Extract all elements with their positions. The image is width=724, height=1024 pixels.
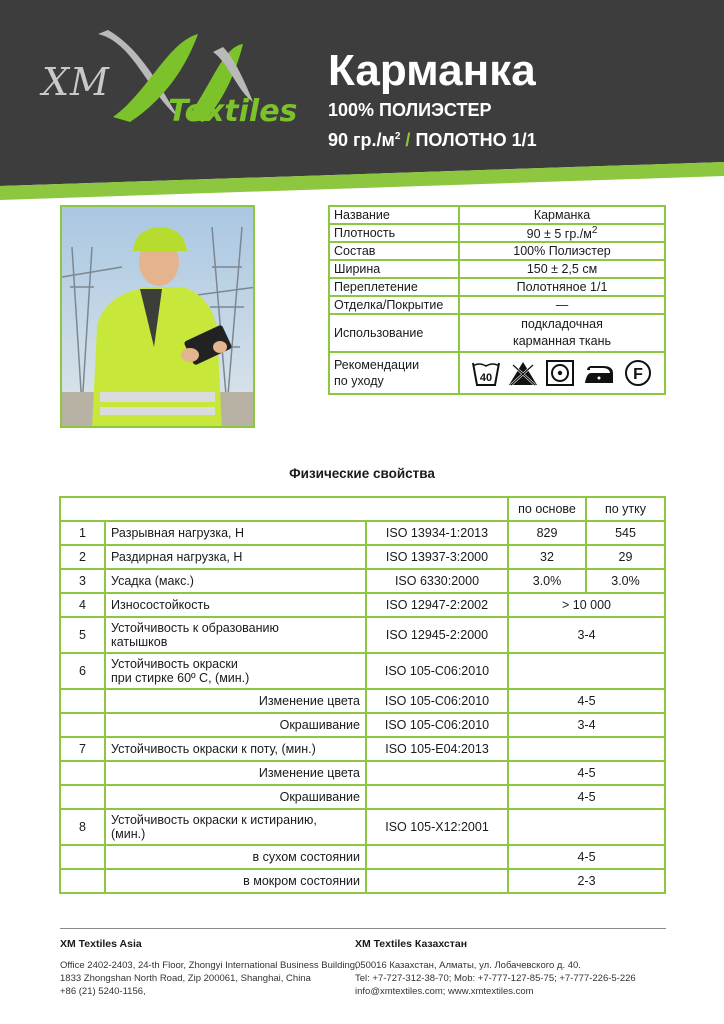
property-name: Раздирная нагрузка, Н bbox=[105, 545, 366, 569]
sub-property-name: Изменение цвета bbox=[105, 761, 366, 785]
dry-clean-f-icon bbox=[623, 359, 653, 387]
spec-table bbox=[328, 205, 666, 395]
value-warp: 829 bbox=[508, 521, 586, 545]
sub-property-name: Окрашивание bbox=[105, 785, 366, 809]
standard: ISO 105-C06:2010 bbox=[366, 653, 508, 689]
value-both: 3-4 bbox=[508, 617, 665, 653]
value-both bbox=[508, 653, 665, 689]
value-warp: 32 bbox=[508, 545, 586, 569]
table-row bbox=[60, 593, 665, 617]
property-name-line: Устойчивость к образованию bbox=[111, 621, 279, 635]
spec-slash: / bbox=[405, 130, 411, 150]
spec-value: 150 ± 2,5 см bbox=[459, 260, 665, 278]
sub-property-name: в сухом состоянии bbox=[105, 845, 366, 869]
iron-low-icon bbox=[581, 359, 617, 387]
dry-clean-letter: F bbox=[633, 366, 643, 384]
row-number: 5 bbox=[60, 617, 105, 653]
table-row bbox=[60, 545, 665, 569]
spec-value bbox=[459, 224, 665, 242]
standard: ISO 13934-1:2013 bbox=[366, 521, 508, 545]
row-number: 3 bbox=[60, 569, 105, 593]
value-both: > 10 000 bbox=[508, 593, 665, 617]
table-header-row bbox=[60, 497, 665, 521]
standard: ISO 105-E04:2013 bbox=[366, 737, 508, 761]
standard: ISO 105-C06:2010 bbox=[366, 713, 508, 737]
value-both: 4-5 bbox=[508, 845, 665, 869]
value-both: 4-5 bbox=[508, 785, 665, 809]
property-name: Разрывная нагрузка, Н bbox=[105, 521, 366, 545]
col-header-weft: по утку bbox=[586, 497, 665, 521]
footer-asia-line: 1833 Zhongshan North Road, Zip 200061, Shanghai, China bbox=[60, 973, 311, 984]
footer-kz-title: XM Textiles Казахстан bbox=[355, 938, 468, 950]
value-both: 2-3 bbox=[508, 869, 665, 893]
table-row bbox=[60, 521, 665, 545]
worker-photo bbox=[60, 205, 255, 428]
standard: ISO 12947-2:2002 bbox=[366, 593, 508, 617]
care-label-line: по уходу bbox=[334, 374, 384, 389]
row-number bbox=[60, 761, 105, 785]
property-name-line: Устойчивость окраски bbox=[111, 657, 238, 671]
table-row bbox=[60, 785, 665, 809]
table-row bbox=[60, 713, 665, 737]
spec-value-line: карманная ткань bbox=[512, 334, 612, 349]
property-name-line: катышков bbox=[111, 635, 168, 649]
spec-row bbox=[329, 242, 665, 260]
wash-temp-text: 40 bbox=[479, 372, 493, 385]
row-number bbox=[60, 689, 105, 713]
standard: ISO 105-C06:2010 bbox=[366, 689, 508, 713]
spec-label: Отделка/Покрытие bbox=[329, 296, 459, 314]
table-row bbox=[60, 653, 665, 689]
footer-asia bbox=[60, 938, 358, 998]
spec-value: Полотняное 1/1 bbox=[459, 278, 665, 296]
logo-textiles: Textiles bbox=[168, 94, 298, 129]
row-number bbox=[60, 869, 105, 893]
property-name: Износостойкость bbox=[105, 593, 366, 617]
property-name-line: (мин.) bbox=[111, 827, 146, 841]
header-empty-cell bbox=[60, 497, 508, 521]
property-name bbox=[105, 617, 366, 653]
worker-photo-illustration bbox=[62, 207, 255, 428]
row-number bbox=[60, 785, 105, 809]
spec-value-line: подкладочная bbox=[521, 317, 603, 332]
logo bbox=[38, 22, 298, 142]
spec-value: Карманка bbox=[459, 206, 665, 224]
density-sup: 2 bbox=[394, 131, 401, 142]
spec-label: Название bbox=[329, 206, 459, 224]
property-name-line: Устойчивость окраски к истиранию, bbox=[111, 813, 317, 827]
footer-asia-title: XM Textiles Asia bbox=[60, 938, 142, 950]
spec-label: Переплетение bbox=[329, 278, 459, 296]
sub-property-name: Изменение цвета bbox=[105, 689, 366, 713]
footer-kz-line: Tel: +7-727-312-38-70; Mob: +7-777-127-85-75; +7-777-226-5-226 bbox=[355, 973, 636, 984]
physical-section-title: Физические свойства bbox=[289, 466, 435, 481]
spec-row bbox=[329, 224, 665, 242]
table-row bbox=[60, 869, 665, 893]
table-row bbox=[60, 737, 665, 761]
footer-asia-line: +86 (21) 5240-1156, bbox=[60, 986, 146, 997]
row-number bbox=[60, 713, 105, 737]
value-both bbox=[508, 809, 665, 845]
spec-row bbox=[329, 296, 665, 314]
footer-kz-line: 050016 Казахстан, Алматы, ул. Лобачевского д. 40. bbox=[355, 960, 581, 971]
row-number bbox=[60, 845, 105, 869]
row-number: 7 bbox=[60, 737, 105, 761]
sub-property-name: в мокром состоянии bbox=[105, 869, 366, 893]
col-header-warp: по основе bbox=[508, 497, 586, 521]
standard: ISO 13937-3:2000 bbox=[366, 545, 508, 569]
table-row bbox=[60, 569, 665, 593]
value-weft: 3.0% bbox=[586, 569, 665, 593]
spec-value bbox=[459, 314, 665, 352]
spec-value: 100% Полиэстер bbox=[459, 242, 665, 260]
spec-value-sup: 2 bbox=[591, 225, 598, 236]
product-spec-line bbox=[328, 130, 537, 151]
value-both: 4-5 bbox=[508, 761, 665, 785]
product-composition: 100% ПОЛИЭСТЕР bbox=[328, 100, 492, 120]
value-both: 4-5 bbox=[508, 689, 665, 713]
table-row bbox=[60, 809, 665, 845]
standard: ISO 105-X12:2001 bbox=[366, 809, 508, 845]
footer-kz-contact[interactable]: info@xmtextiles.com; www.xmtextiles.com bbox=[355, 986, 534, 997]
sub-property-name: Окрашивание bbox=[105, 713, 366, 737]
spec-row bbox=[329, 260, 665, 278]
care-icons bbox=[459, 352, 665, 394]
spec-value: — bbox=[459, 296, 665, 314]
product-title: Карманка bbox=[328, 46, 536, 95]
header-banner bbox=[0, 0, 724, 200]
spec-label: Плотность bbox=[329, 224, 459, 242]
value-weft: 545 bbox=[586, 521, 665, 545]
row-number: 1 bbox=[60, 521, 105, 545]
density-text: 90 гр./м bbox=[328, 130, 395, 150]
spec-label: Использование bbox=[329, 314, 459, 352]
value-both: 3-4 bbox=[508, 713, 665, 737]
spec-label: Ширина bbox=[329, 260, 459, 278]
table-row bbox=[60, 617, 665, 653]
tumble-dry-icon bbox=[545, 359, 575, 387]
table-row bbox=[60, 761, 665, 785]
property-name: Усадка (макс.) bbox=[105, 569, 366, 593]
standard: ISO 6330:2000 bbox=[366, 569, 508, 593]
table-row bbox=[60, 845, 665, 869]
standard bbox=[366, 869, 508, 893]
spec-row bbox=[329, 314, 665, 352]
spec-label: Состав bbox=[329, 242, 459, 260]
footer-asia-line: Office 2402-2403, 24-th Floor, Zhongyi International Business Building, bbox=[60, 960, 358, 971]
spec-row bbox=[329, 352, 665, 394]
spec-row bbox=[329, 278, 665, 296]
value-warp: 3.0% bbox=[508, 569, 586, 593]
standard bbox=[366, 761, 508, 785]
property-name-line: при стирке 60º С, (мин.) bbox=[111, 671, 250, 685]
spec-value-text: 90 ± 5 гр./м bbox=[526, 227, 592, 242]
standard bbox=[366, 845, 508, 869]
row-number: 6 bbox=[60, 653, 105, 689]
spec-label bbox=[329, 352, 459, 394]
value-weft: 29 bbox=[586, 545, 665, 569]
value-both bbox=[508, 737, 665, 761]
row-number: 4 bbox=[60, 593, 105, 617]
care-label-line: Рекомендации bbox=[334, 358, 420, 373]
footer-kazakhstan bbox=[355, 938, 636, 998]
property-name: Устойчивость окраски к поту, (мин.) bbox=[105, 737, 366, 761]
table-row bbox=[60, 689, 665, 713]
physical-properties-table bbox=[59, 496, 666, 894]
wash-40-icon bbox=[471, 359, 501, 387]
logo-xm: XM bbox=[42, 60, 110, 104]
row-number: 8 bbox=[60, 809, 105, 845]
spec-row bbox=[329, 206, 665, 224]
footer-divider bbox=[60, 928, 666, 929]
no-bleach-icon bbox=[507, 359, 539, 387]
standard: ISO 12945-2:2000 bbox=[366, 617, 508, 653]
property-name bbox=[105, 809, 366, 845]
row-number: 2 bbox=[60, 545, 105, 569]
weave-text: ПОЛОТНО 1/1 bbox=[415, 130, 537, 150]
property-name bbox=[105, 653, 366, 689]
standard bbox=[366, 785, 508, 809]
